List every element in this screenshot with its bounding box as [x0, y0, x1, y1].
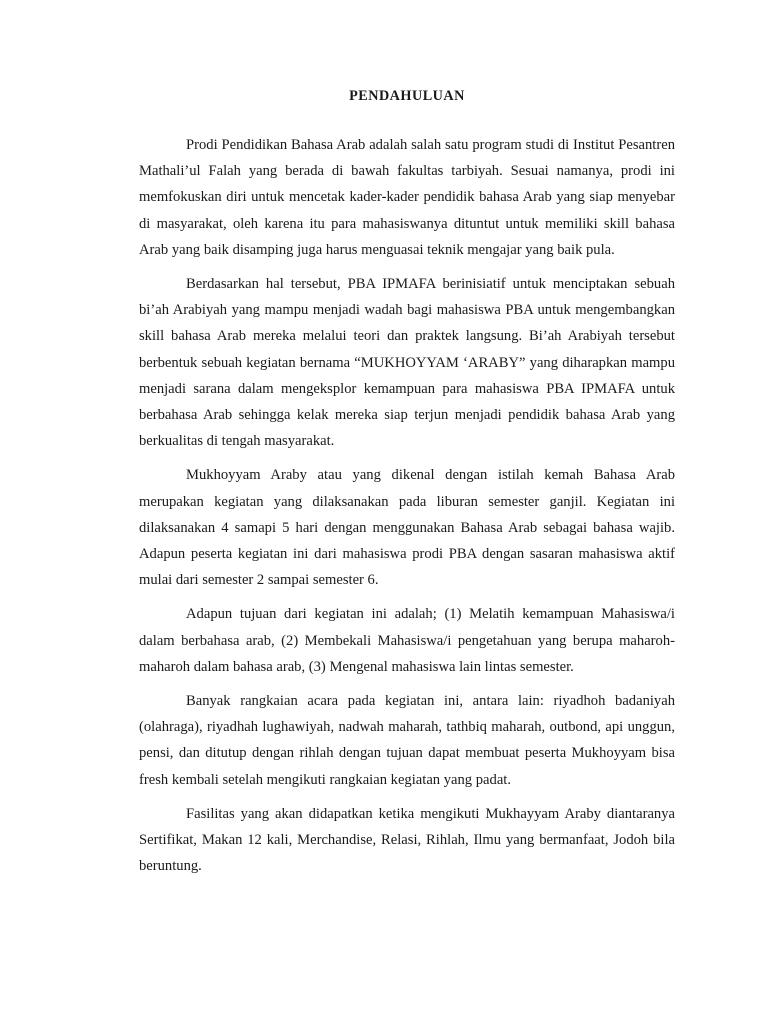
document-title: PENDAHULUAN — [349, 88, 465, 104]
paragraph-3: Mukhoyyam Araby atau yang dikenal dengan istilah kemah Bahasa Arab merupakan kegiatan yang dilaksanakan pada liburan semester ganjil. Kegiatan ini dilaksanakan 4 samapi 5 hari dengan menggunakan Bahasa Arab sebagai bahasa wajib. Adapun peserta kegiatan ini dari mahasiswa prodi PBA dengan sasaran mahasiswa aktif mulai dari semester 2 sampai semester 6. — [139, 467, 675, 589]
paragraph-4: Adapun tujuan dari kegiatan ini adalah; (1) Melatih kemampuan Mahasiswa/i dalam berbahasa arab, (2) Membekali Mahasiswa/i pengetahuan yang berupa maharoh-maharoh dalam bahasa arab, (3) Mengenal mahasiswa lain lintas semester. — [139, 606, 675, 675]
paragraph-6: Fasilitas yang akan didapatkan ketika mengikuti Mukhayyam Araby diantaranya Sertifikat, Makan 12 kali, Merchandise, Relasi, Rihlah, Ilmu yang bermanfaat, Jodoh bila beruntung. — [139, 805, 675, 875]
paragraph-1: Prodi Pendidikan Bahasa Arab adalah salah satu program studi di Institut Pesantren Mathali’ul Falah yang berada di bawah fakultas tarbiyah. Sesuai namanya, prodi ini memfokuskan diri untuk mencetak kader-kader pendidik bahasa Arab yang siap menyebar di masyarakat, oleh karena itu para mahasiswanya dituntut untuk memiliki skill bahasa Arab yang baik disamping juga harus menguasai teknik mengajar yang baik pula. — [139, 137, 675, 258]
paragraph-5: Banyak rangkaian acara pada kegiatan ini, antara lain: riyadhoh badaniyah (olahraga), riyadhah lughawiyah, nadwah maharah, tathbiq maharah, outbond, api unggun, pensi, dan ditutup dengan rihlah dengan tujuan dapat membuat peserta Mukhoyyam bisa fresh kembali setelah mengikuti rangkaian kegiatan yang padat. — [139, 693, 675, 788]
paragraph-2: Berdasarkan hal tersebut, PBA IPMAFA berinisiatif untuk menciptakan sebuah bi’ah Arabiyah yang mampu menjadi wadah bagi mahasiswa PBA untuk mengembangkan skill bahasa Arab mereka melalui teori dan praktek langsung. Bi’ah Arabiyah tersebut berbentuk sebuah kegiatan bernama “MUKHOYYAM ‘ARABY” yang diharapkan mampu menjadi sarana dalam mengeksplor kemampuan para mahasiswa PBA IPMAFA untuk berbahasa Arab sehingga kelak mereka siap terjun menjadi pendidik bahasa Arab yang berkualitas di tengah masyarakat. — [139, 276, 675, 450]
